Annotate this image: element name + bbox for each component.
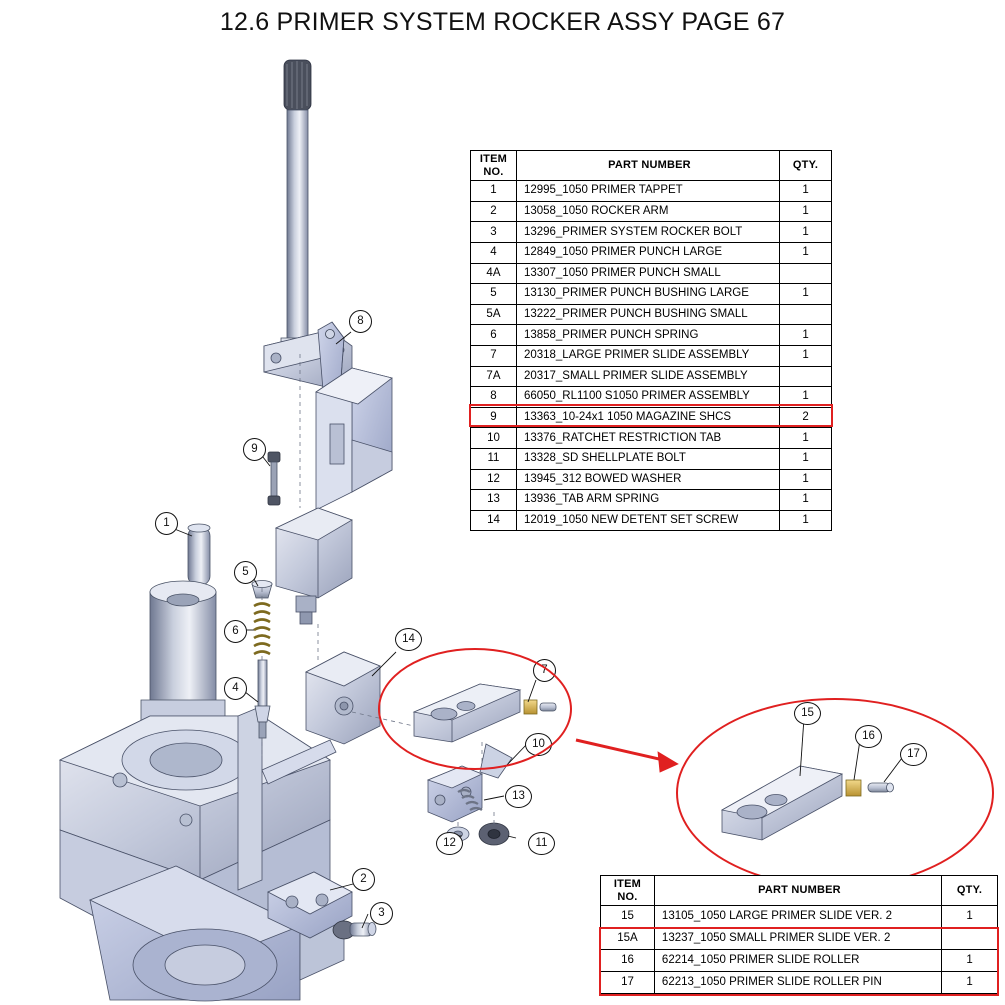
cell-qty: 1 <box>942 972 998 994</box>
cell-item-no: 7 <box>471 346 517 367</box>
balloon-1: 1 <box>155 512 178 535</box>
table-row <box>471 284 832 305</box>
table-header-row <box>601 876 998 906</box>
cell-item-no: 3 <box>471 222 517 243</box>
table-row <box>471 325 832 346</box>
balloon-5: 5 <box>234 561 257 584</box>
cell-item-no: 6 <box>471 325 517 346</box>
balloon-16: 16 <box>855 725 882 748</box>
table-row <box>471 387 832 408</box>
balloon-15: 15 <box>794 702 821 725</box>
header-qty: QTY. <box>942 876 998 906</box>
cell-item-no: 13 <box>471 490 517 511</box>
cell-qty: 1 <box>780 181 832 202</box>
cell-item-no: 7A <box>471 366 517 387</box>
table-row <box>471 407 832 428</box>
balloon-6: 6 <box>224 620 247 643</box>
cell-part-number: 13945_312 BOWED WASHER <box>516 469 779 490</box>
cell-qty <box>942 928 998 950</box>
cell-part-number: 66050_RL1100 S1050 PRIMER ASSEMBLY <box>516 387 779 408</box>
cell-qty: 1 <box>942 906 998 928</box>
table-row <box>471 181 832 202</box>
cell-qty: 1 <box>780 428 832 449</box>
cell-part-number: 13222_PRIMER PUNCH BUSHING SMALL <box>516 304 779 325</box>
page-title: 12.6 PRIMER SYSTEM ROCKER ASSY PAGE 67 <box>219 8 786 36</box>
bom-table-main <box>470 150 832 531</box>
cell-qty: 1 <box>780 243 832 264</box>
cell-item-no: 14 <box>471 510 517 531</box>
cell-part-number: 13363_10-24x1 1050 MAGAZINE SHCS <box>516 407 779 428</box>
cell-part-number: 13130_PRIMER PUNCH BUSHING LARGE <box>516 284 779 305</box>
cell-part-number: 12019_1050 NEW DETENT SET SCREW <box>516 510 779 531</box>
balloon-13: 13 <box>505 785 532 808</box>
header-qty: QTY. <box>780 151 832 181</box>
table-row <box>471 428 832 449</box>
balloon-11: 11 <box>528 832 555 855</box>
balloon-8: 8 <box>349 310 372 333</box>
cell-qty <box>780 304 832 325</box>
header-part-number: PART NUMBER <box>516 151 779 181</box>
table-row <box>471 346 832 367</box>
cell-part-number: 20318_LARGE PRIMER SLIDE ASSEMBLY <box>516 346 779 367</box>
table-row <box>471 201 832 222</box>
cell-part-number: 13058_1050 ROCKER ARM <box>516 201 779 222</box>
table-row <box>471 469 832 490</box>
table-header-row <box>471 151 832 181</box>
balloon-3: 3 <box>370 902 393 925</box>
cell-qty <box>780 366 832 387</box>
cell-item-no: 9 <box>471 407 517 428</box>
cell-part-number: 13105_1050 LARGE PRIMER SLIDE VER. 2 <box>654 906 941 928</box>
cell-part-number: 13237_1050 SMALL PRIMER SLIDE VER. 2 <box>654 928 941 950</box>
cell-qty: 1 <box>780 201 832 222</box>
cell-part-number: 13296_PRIMER SYSTEM ROCKER BOLT <box>516 222 779 243</box>
cell-part-number: 12849_1050 PRIMER PUNCH LARGE <box>516 243 779 264</box>
cell-qty: 2 <box>780 407 832 428</box>
table-row <box>601 972 998 994</box>
cell-qty: 1 <box>780 346 832 367</box>
cell-item-no: 5A <box>471 304 517 325</box>
balloon-14: 14 <box>395 628 422 651</box>
table-row <box>601 906 998 928</box>
cell-qty: 1 <box>942 950 998 972</box>
table-row <box>471 263 832 284</box>
header-item-no: ITEM NO. <box>601 876 655 906</box>
cell-part-number: 13328_SD SHELLPLATE BOLT <box>516 449 779 470</box>
table-row <box>471 304 832 325</box>
cell-qty: 1 <box>780 325 832 346</box>
cell-part-number: 62213_1050 PRIMER SLIDE ROLLER PIN <box>654 972 941 994</box>
table-row <box>601 950 998 972</box>
cell-part-number: 13936_TAB ARM SPRING <box>516 490 779 511</box>
table-row <box>471 222 832 243</box>
cell-item-no: 17 <box>601 972 655 994</box>
cell-qty: 1 <box>780 469 832 490</box>
cell-part-number: 12995_1050 PRIMER TAPPET <box>516 181 779 202</box>
cell-part-number: 20317_SMALL PRIMER SLIDE ASSEMBLY <box>516 366 779 387</box>
cell-item-no: 10 <box>471 428 517 449</box>
balloon-2: 2 <box>352 868 375 891</box>
bom-table-detail <box>600 875 998 994</box>
cell-qty: 1 <box>780 510 832 531</box>
cell-qty <box>780 263 832 284</box>
cell-item-no: 1 <box>471 181 517 202</box>
table-row <box>471 510 832 531</box>
cell-item-no: 2 <box>471 201 517 222</box>
header-item-no: ITEM NO. <box>471 151 517 181</box>
cell-item-no: 4A <box>471 263 517 284</box>
cell-qty: 1 <box>780 449 832 470</box>
table-row <box>471 243 832 264</box>
header-part-number: PART NUMBER <box>654 876 941 906</box>
cell-part-number: 13307_1050 PRIMER PUNCH SMALL <box>516 263 779 284</box>
cell-qty: 1 <box>780 490 832 511</box>
cell-qty: 1 <box>780 387 832 408</box>
cell-qty: 1 <box>780 284 832 305</box>
cell-part-number: 13858_PRIMER PUNCH SPRING <box>516 325 779 346</box>
balloon-10: 10 <box>525 733 552 756</box>
cell-part-number: 13376_RATCHET RESTRICTION TAB <box>516 428 779 449</box>
table-row <box>471 366 832 387</box>
cell-item-no: 12 <box>471 469 517 490</box>
cell-item-no: 5 <box>471 284 517 305</box>
cell-qty: 1 <box>780 222 832 243</box>
balloon-4: 4 <box>224 677 247 700</box>
cell-item-no: 11 <box>471 449 517 470</box>
balloon-7: 7 <box>533 659 556 682</box>
cell-item-no: 15 <box>601 906 655 928</box>
cell-item-no: 15A <box>601 928 655 950</box>
cell-part-number: 62214_1050 PRIMER SLIDE ROLLER <box>654 950 941 972</box>
balloon-17: 17 <box>900 743 927 766</box>
table-row <box>471 490 832 511</box>
cell-item-no: 4 <box>471 243 517 264</box>
cell-item-no: 16 <box>601 950 655 972</box>
balloon-12: 12 <box>436 832 463 855</box>
table-row <box>471 449 832 470</box>
table-row <box>601 928 998 950</box>
cell-item-no: 8 <box>471 387 517 408</box>
balloon-9: 9 <box>243 438 266 461</box>
